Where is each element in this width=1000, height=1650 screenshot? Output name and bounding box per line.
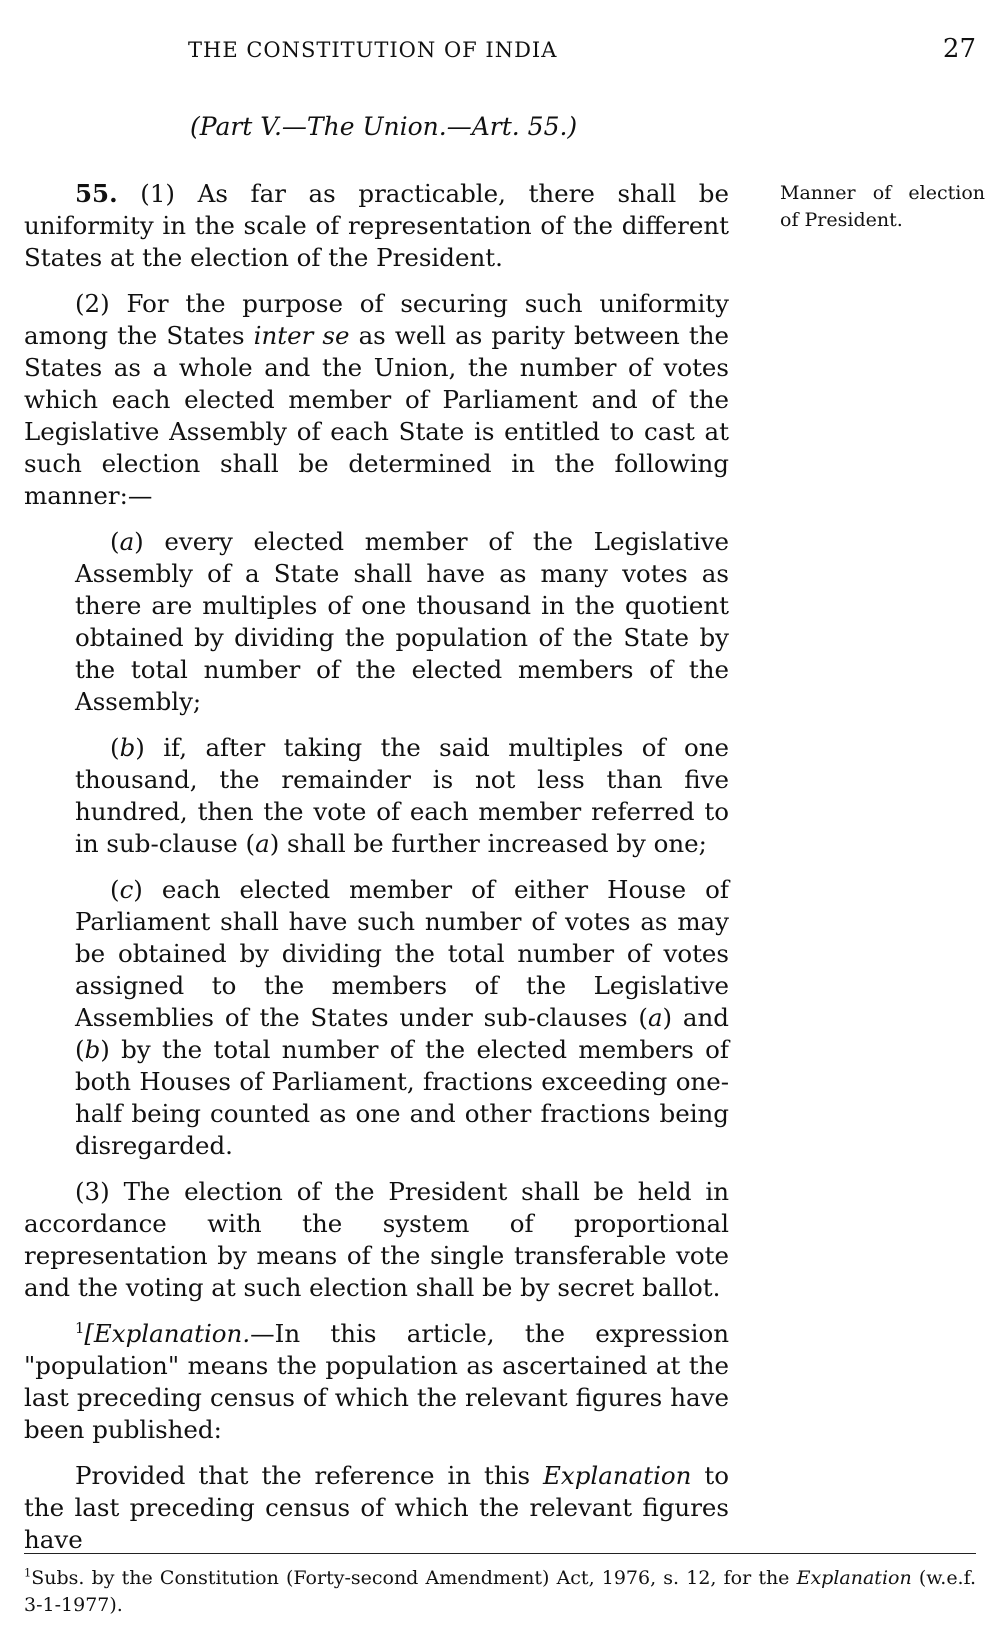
footnote-marker: 1	[24, 1565, 32, 1580]
footnote-italic: Explanation	[796, 1567, 912, 1589]
sub-clause-b-label: b	[119, 733, 136, 762]
footnote-divider	[24, 1553, 976, 1554]
footnote-text-b: (w.e.f. 3-1-1977).	[24, 1567, 976, 1616]
proviso-text-a: Provided that the reference in this	[75, 1461, 544, 1490]
page-number: 27	[942, 34, 976, 64]
explanation-text: —In this article, the expression "population" means the population as ascertained at the last preceding census of which the relevant figures have been published:	[24, 1319, 729, 1444]
explanation-label: [Explanation.	[84, 1319, 251, 1348]
explanation	[24, 1318, 729, 1446]
proviso	[24, 1460, 729, 1556]
sub-clause-c-text-3: ) by the total number of the elected members of both Houses of Parliament, fractions exceeding one-half being counted as one and other fractions being disregarded.	[75, 1035, 729, 1160]
sub-clause-c-text-2: ) and (	[75, 1003, 729, 1064]
proviso-text-b: to the last preceding census of which the relevant figures have	[24, 1461, 729, 1554]
sub-clause-b-text-2: ) shall be further increased by one;	[269, 829, 707, 858]
clause-2-italic: inter se	[253, 321, 350, 350]
clause-2-text-b: as well as parity between the States as a whole and the Union, the number of votes which each elected member of Parliament and of the Legislative Assembly of each State is entitled to cast at such election shall be determined in the following manner:—	[24, 321, 729, 510]
running-title: THE CONSTITUTION OF INDIA	[188, 38, 558, 62]
article-number: 55.	[75, 179, 118, 208]
proviso-italic: Explanation	[543, 1461, 692, 1490]
explanation-footnote-marker: 1	[75, 1319, 85, 1337]
sub-clause-c-label: c	[119, 875, 134, 904]
clause-1-text: (1) As far as practicable, there shall be uniformity in the scale of representation of the different States at the election of the President.	[24, 179, 729, 272]
sub-clause-b-ref: a	[255, 829, 270, 858]
article-body	[24, 178, 729, 1570]
clause-1	[24, 178, 729, 274]
sub-clause-c-ref-a: a	[647, 1003, 663, 1032]
clause-2	[24, 288, 729, 512]
sub-clause-a-label: a	[119, 527, 135, 556]
sub-clause-a-text: every elected member of the Legislative Assembly of a State shall have as many votes as there are multiples of one thousand in the quotient obtained by dividing the population of the State by the total number of the elected members of the Assembly;	[75, 527, 729, 716]
sub-clause-c-ref-b: b	[84, 1035, 101, 1064]
clause-3: (3) The election of the President shall be held in accordance with the system of proportional representation by means of the single transferable vote and the voting at such election shall be by secret ballot.	[24, 1177, 729, 1302]
clause-2-text-a: (2) For the purpose of securing such uniformity among the States	[24, 289, 729, 350]
sub-clause-a: (a) every elected member of the Legislative Assembly of a State shall have as many votes as there are multiples of one thousand in the quotient obtained by dividing the population of the State by the total number of the elected members of the Assembly;	[75, 527, 729, 716]
footnote-text-a: Subs. by the Constitution (Forty-second Amendment) Act, 1976, s. 12, for the	[31, 1567, 797, 1589]
footnote	[24, 1565, 976, 1619]
sub-clause-c: (c) each elected member of either House of Parliament shall have such number of votes as may be obtained by dividing the total number of votes assigned to the members of the Legislative Assemblies of the States under sub-clauses (a) and (b) by the total number of the elected members of both Houses of Parliament, fractions exceeding one-half being counted as one and other fractions being disregarded.	[75, 875, 729, 1160]
sub-clause-b: (b) if, after taking the said multiples of one thousand, the remainder is not less than five hundred, then the vote of each member referred to in sub-clause (a) shall be further increased by one;	[75, 733, 729, 858]
sub-clause-c-text-1: each elected member of either House of Parliament shall have such number of votes as may be obtained by dividing the total number of votes assigned to the members of the Legislative Assemblies of the States under sub-clauses (	[75, 875, 729, 1032]
sub-clause-b-text-1: if, after taking the said multiples of one thousand, the remainder is not less than five hundred, then the vote of each member referred to in sub-clause (	[75, 733, 729, 858]
part-reference: (Part V.—The Union.—Art. 55.)	[190, 112, 578, 141]
margin-note: Manner of election of President.	[780, 182, 985, 231]
